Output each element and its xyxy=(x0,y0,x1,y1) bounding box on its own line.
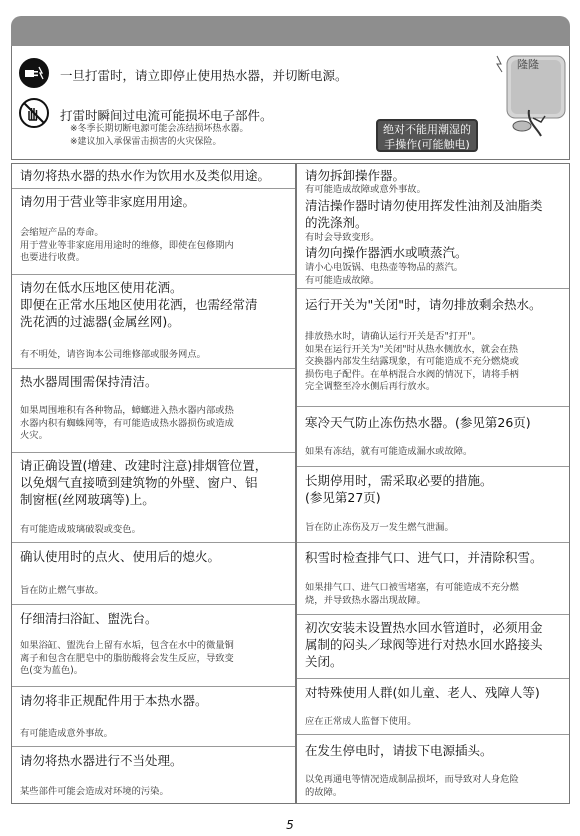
item-body-line: 会缩短产品的寿命。 xyxy=(20,227,104,238)
left-column xyxy=(12,164,297,803)
item-body-line: 如果在运行开关为"关闭"时从热水侧放水，就会在热 xyxy=(305,343,519,355)
left-item xyxy=(12,164,295,189)
item-body-line: 旨在防止燃气事故。 xyxy=(20,585,104,596)
right-item xyxy=(297,614,569,679)
surge-note-2: ※建议加入承保雷击损害的火灾保险。 xyxy=(70,137,222,147)
item-heading: 关闭。 xyxy=(305,654,343,669)
thunder-caption: 隆隆 xyxy=(517,58,539,71)
item-heading: 对特殊使用人群(如儿童、老人、残障人等) xyxy=(305,685,540,700)
item-heading: 仔细清扫浴缸、盥洗台。 xyxy=(20,611,158,626)
item-body-line: 如果有冻结，就有可能造成漏水或故障。 xyxy=(305,446,473,457)
item-heading: 热水器周围需保持清洁。 xyxy=(20,374,158,389)
item-body-line: 如果浴缸、盥洗台上留有水垢，包含在水中的微量铜 xyxy=(20,640,234,651)
item-body-line: 离子和包含在肥皂中的脂肪酸将会发生反应，导致变 xyxy=(20,652,234,664)
item-heading: 初次安装未设置热水回水管道时，必须用金 xyxy=(305,620,543,635)
item-heading: 运行开关为"关闭"时，请勿排放剩余热水。 xyxy=(305,297,542,312)
right-item xyxy=(297,542,569,615)
item-body-line: 如果排气口、进气口被雪堵塞，有可能造成不充分燃 xyxy=(305,582,519,593)
left-item xyxy=(12,188,295,275)
item-heading: 以免烟气直接喷到建筑物的外壁、窗户、铝 xyxy=(20,475,258,490)
callout-line-2: 手操作(可能触电) xyxy=(384,138,470,151)
left-item xyxy=(12,274,295,369)
item-body-line: 损伤电子配件。在单柄混合水阀的情况下，请将手柄 xyxy=(305,368,519,380)
item-body-line: 有可能造成故障或意外事故。 xyxy=(305,184,426,195)
item-body-line: 有不明处，请咨询本公司维修部或服务网点。 xyxy=(20,349,206,360)
right-column xyxy=(297,164,569,803)
item-heading: 请勿拆卸操作器。 xyxy=(305,168,406,183)
item-heading: 洗花洒的过滤器(金属丝网)。 xyxy=(20,314,180,329)
item-heading: 请勿在低水压地区使用花洒。 xyxy=(20,280,183,295)
wet-hand-callout xyxy=(376,119,478,152)
surge-warning-text: 打雷时瞬间过电流可能损坏电子部件。 xyxy=(60,108,273,123)
item-body-line: 完全调整至冷水侧后再行放水。 xyxy=(305,381,436,392)
item-heading: 的洗涤剂。 xyxy=(305,215,368,230)
item-heading: 积雪时检查排气口、进气口，并清除积雪。 xyxy=(305,550,543,565)
item-heading: 长期停用时，需采取必要的措施。 xyxy=(305,473,493,488)
left-item xyxy=(12,368,295,453)
item-heading: 确认使用时的点火、使用后的熄火。 xyxy=(20,549,221,564)
unplug-icon xyxy=(19,58,49,88)
item-body-line: 以免再通电等情况造成制品损坏，而导致对人身危险 xyxy=(305,774,519,785)
item-body-line: 有时会导致变形。 xyxy=(305,232,380,243)
item-body-line: 有可能造成意外事故。 xyxy=(20,728,113,739)
right-item xyxy=(297,678,569,735)
left-item xyxy=(12,604,295,687)
callout-line-1: 绝对不能用潮湿的 xyxy=(383,123,471,136)
right-item xyxy=(297,164,569,289)
right-item xyxy=(297,734,569,805)
item-heading: 在发生停电时，请拔下电源插头。 xyxy=(305,743,493,758)
item-body-line: 用于营业等非家庭用用途时的维修，即使在包修期内 xyxy=(20,239,234,251)
item-body-line: 有可能造成故障。 xyxy=(305,274,380,286)
item-heading: 请勿用于营业等非家庭用用途。 xyxy=(20,194,196,209)
item-body-line: 交换器内部发生结露现象，有可能造成不充分燃烧或 xyxy=(305,356,519,367)
item-body-line: 也要进行收费。 xyxy=(20,252,86,263)
item-heading: 请勿将非正规配件用于本热水器。 xyxy=(20,693,208,708)
item-body-line: 火灾。 xyxy=(20,430,48,441)
item-body-line: 如果周围堆积有各种物品，蟑螂进入热水器内部或热 xyxy=(20,405,234,416)
left-item xyxy=(12,542,295,605)
item-heading: 请正确设置(增建、改建时注意)排烟管位置， xyxy=(20,458,268,473)
precautions-grid xyxy=(11,163,570,804)
item-heading: 请勿将热水器的热水作为饮用水及类似用途。 xyxy=(20,168,271,183)
surge-note-1: ※冬季长期切断电源可能会冻结损坏热水器。 xyxy=(70,124,249,134)
lightning-warning-box xyxy=(11,46,570,160)
left-item xyxy=(12,686,295,747)
prohibited-wet-hand-icon xyxy=(19,98,49,128)
section-header-bar xyxy=(11,16,570,46)
item-heading: 即便在正常水压地区使用花洒，也需经常清 xyxy=(20,297,258,312)
item-body-line: 水器内积有蜘蛛网等，有可能造成热水器损伤或造成 xyxy=(20,417,234,429)
item-body-line: 烧，并导致热水器出现故障。 xyxy=(305,594,426,606)
lightning-warning-text: 一旦打雷时，请立即停止使用热水器，并切断电源。 xyxy=(60,68,348,83)
item-heading: 清洁操作器时请勿使用挥发性油剂及油脂类 xyxy=(305,198,543,213)
right-item xyxy=(297,288,569,407)
item-body-line: 色(变为蓝色)。 xyxy=(20,665,84,676)
item-heading: 请勿向操作器洒水或喷蒸汽。 xyxy=(305,245,468,260)
item-heading: 制窗框(丝网玻璃等)上。 xyxy=(20,492,155,507)
item-body-line: 有可能造成玻璃破裂或变色。 xyxy=(20,524,141,535)
right-item xyxy=(297,406,569,467)
item-body-line: 的故障。 xyxy=(305,786,343,798)
right-item xyxy=(297,466,569,543)
item-body-line: 排放热水时，请确认运行开关是否"打开"。 xyxy=(305,331,481,342)
item-body-line: 请小心电饭锅、电热壶等物品的蒸汽。 xyxy=(305,262,464,273)
item-heading: 寒冷天气防止冻伤热水器。(参见第26页) xyxy=(305,415,531,430)
item-heading: (参见第27页) xyxy=(305,490,381,505)
item-body-line: 应在正常成人监督下使用。 xyxy=(305,716,417,727)
item-heading: 属制的闷头／球阀等进行对热水回水路接头 xyxy=(305,637,543,652)
page-number: 5 xyxy=(286,818,294,832)
left-item xyxy=(12,452,295,543)
item-body-line: 旨在防止冻伤及万一发生燃气泄漏。 xyxy=(305,522,454,533)
left-item xyxy=(12,746,295,805)
item-body-line: 某些部件可能会造成对环境的污染。 xyxy=(20,786,169,797)
item-heading: 请勿将热水器进行不当处理。 xyxy=(20,753,183,768)
